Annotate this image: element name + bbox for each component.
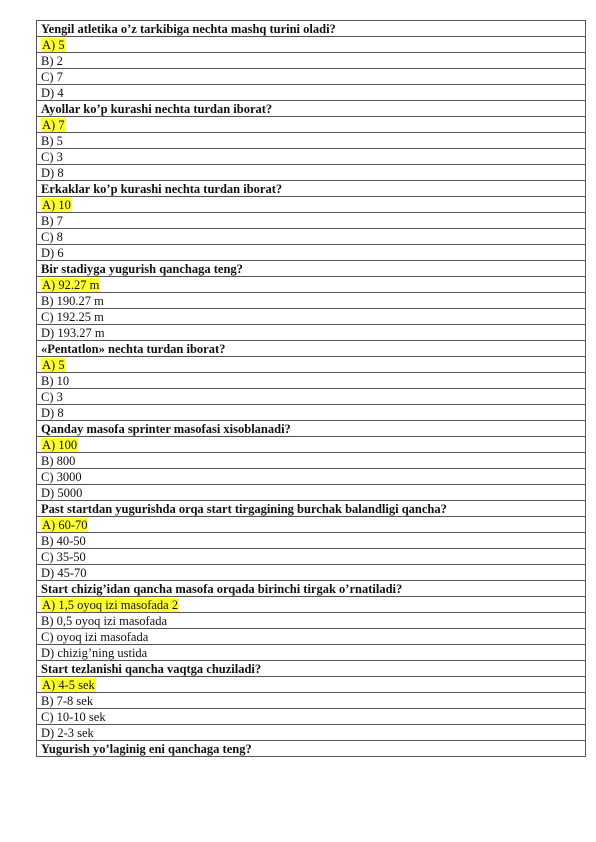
option-row: [37, 629, 586, 645]
option-row: [37, 197, 586, 213]
option-cell: [37, 613, 586, 629]
option-text: D) 5000: [41, 485, 83, 500]
question-row: [37, 581, 586, 597]
question-row: [37, 341, 586, 357]
option-row: [37, 213, 586, 229]
option-row: [37, 245, 586, 261]
option-text: C) 3: [41, 149, 63, 164]
question-row: [37, 21, 586, 37]
option-row: [37, 165, 586, 181]
option-row: [37, 709, 586, 725]
correct-answer: A) 10: [42, 197, 71, 212]
question-row: [37, 501, 586, 517]
option-cell: [37, 165, 586, 181]
question-row: [37, 661, 586, 677]
question-text: Erkaklar ko’p kurashi nechta turdan iborat?: [37, 181, 586, 197]
option-cell: [37, 597, 586, 613]
option-row: [37, 517, 586, 533]
option-text: C) 192.25 m: [41, 309, 104, 324]
option-text: B) 40-50: [41, 533, 86, 548]
option-text: B) 5: [41, 133, 63, 148]
option-row: [37, 645, 586, 661]
option-cell: [37, 277, 586, 293]
option-cell: [37, 213, 586, 229]
option-row: [37, 117, 586, 133]
option-row: [37, 549, 586, 565]
option-row: [37, 453, 586, 469]
option-row: [37, 53, 586, 69]
option-text: B) 0,5 oyoq izi masofada: [41, 613, 168, 628]
option-text: C) 8: [41, 229, 63, 244]
question-text: Ayollar ko’p kurashi nechta turdan iborat?: [37, 101, 586, 117]
option-cell: [37, 309, 586, 325]
question-text: Start chizig’idan qancha masofa orqada birinchi tirgak o’rnatiladi?: [37, 581, 586, 597]
option-text: B) 190.27 m: [41, 293, 104, 308]
option-cell: [37, 533, 586, 549]
option-row: [37, 533, 586, 549]
option-text: C) oyoq izi masofada: [41, 629, 149, 644]
option-text: D) 2-3 sek: [41, 725, 94, 740]
option-row: [37, 69, 586, 85]
option-cell: [37, 229, 586, 245]
option-row: [37, 565, 586, 581]
option-text: C) 3: [41, 389, 63, 404]
option-cell: [37, 517, 586, 533]
option-text: B) 800: [41, 453, 76, 468]
option-row: [37, 405, 586, 421]
option-row: [37, 677, 586, 693]
option-text: D) 8: [41, 165, 64, 180]
question-text: «Pentatlon» nechta turdan iborat?: [37, 341, 586, 357]
option-row: [37, 693, 586, 709]
option-cell: [37, 357, 586, 373]
option-row: [37, 485, 586, 501]
correct-answer: A) 5: [42, 37, 65, 52]
question-text: Past startdan yugurishda orqa start tirgagining burchak balandligi qancha?: [37, 501, 586, 517]
option-cell: [37, 53, 586, 69]
option-cell: [37, 197, 586, 213]
question-row: [37, 261, 586, 277]
option-cell: [37, 469, 586, 485]
option-cell: [37, 677, 586, 693]
option-cell: [37, 405, 586, 421]
option-text: D) 4: [41, 85, 64, 100]
option-text: C) 35-50: [41, 549, 86, 564]
option-cell: [37, 725, 586, 741]
question-text: Start tezlanishi qancha vaqtga chuziladi?: [37, 661, 586, 677]
option-cell: [37, 373, 586, 389]
question-row: [37, 181, 586, 197]
option-cell: [37, 709, 586, 725]
option-cell: [37, 485, 586, 501]
option-text: B) 7-8 sek: [41, 693, 94, 708]
option-text: D) 45-70: [41, 565, 87, 580]
option-text: B) 2: [41, 53, 63, 68]
option-row: [37, 293, 586, 309]
option-cell: [37, 149, 586, 165]
question-row: [37, 741, 586, 757]
option-row: [37, 133, 586, 149]
option-row: [37, 325, 586, 341]
option-cell: [37, 437, 586, 453]
option-cell: [37, 453, 586, 469]
option-cell: [37, 389, 586, 405]
option-text: D) chizig’ning ustida: [41, 645, 148, 660]
option-row: [37, 37, 586, 53]
option-row: [37, 309, 586, 325]
option-text: B) 7: [41, 213, 63, 228]
option-text: C) 10-10 sek: [41, 709, 106, 724]
option-cell: [37, 325, 586, 341]
option-row: [37, 357, 586, 373]
correct-answer: A) 5: [42, 357, 65, 372]
option-cell: [37, 549, 586, 565]
option-row: [37, 149, 586, 165]
option-text: C) 3000: [41, 469, 82, 484]
option-text: B) 10: [41, 373, 70, 388]
option-row: [37, 597, 586, 613]
correct-answer: A) 100: [42, 437, 78, 452]
option-cell: [37, 693, 586, 709]
option-cell: [37, 645, 586, 661]
question-text: Bir stadiyga yugurish qanchaga teng?: [37, 261, 586, 277]
correct-answer: A) 1,5 oyoq izi masofada 2: [42, 597, 179, 612]
option-row: [37, 229, 586, 245]
option-text: D) 6: [41, 245, 64, 260]
correct-answer: A) 7: [42, 117, 65, 132]
option-row: [37, 373, 586, 389]
correct-answer: A) 60-70: [42, 517, 88, 532]
option-cell: [37, 293, 586, 309]
option-cell: [37, 133, 586, 149]
option-row: [37, 613, 586, 629]
question-text: Qanday masofa sprinter masofasi xisoblanadi?: [37, 421, 586, 437]
quiz-body: [37, 21, 586, 757]
quiz-table: [36, 20, 586, 757]
option-cell: [37, 245, 586, 261]
option-text: D) 193.27 m: [41, 325, 105, 340]
question-row: [37, 421, 586, 437]
option-cell: [37, 117, 586, 133]
question-row: [37, 101, 586, 117]
correct-answer: A) 4-5 sek: [42, 677, 95, 692]
option-cell: [37, 69, 586, 85]
option-text: D) 8: [41, 405, 64, 420]
question-text: Yengil atletika o’z tarkibiga nechta mashq turini oladi?: [37, 21, 586, 37]
option-row: [37, 277, 586, 293]
question-text: Yugurish yo’laginig eni qanchaga teng?: [37, 741, 586, 757]
option-cell: [37, 85, 586, 101]
option-row: [37, 389, 586, 405]
option-cell: [37, 565, 586, 581]
option-row: [37, 469, 586, 485]
option-row: [37, 85, 586, 101]
option-cell: [37, 629, 586, 645]
option-cell: [37, 37, 586, 53]
correct-answer: A) 92.27 m: [42, 277, 100, 292]
option-row: [37, 437, 586, 453]
option-row: [37, 725, 586, 741]
option-text: C) 7: [41, 69, 63, 84]
